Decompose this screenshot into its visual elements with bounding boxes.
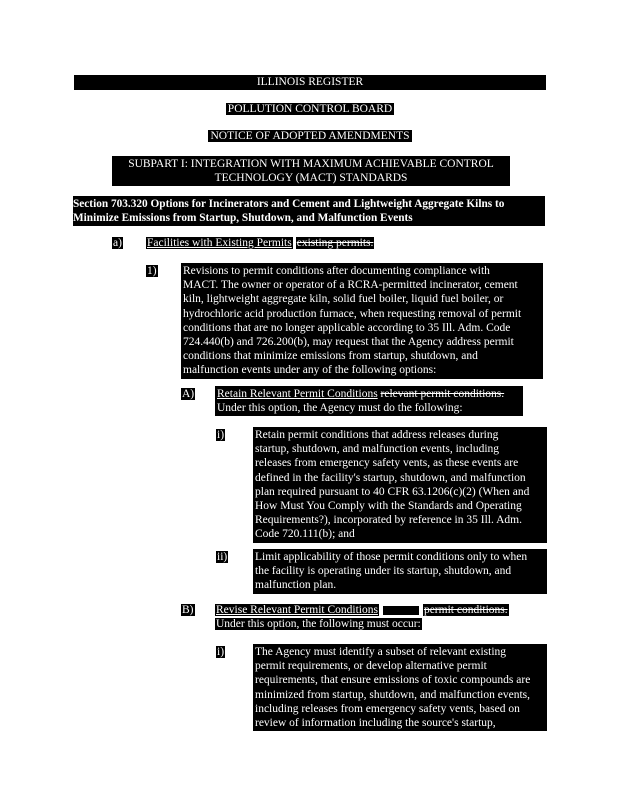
item-Aii-line: malfunction plan. [255,579,337,592]
item-A-paragraph [215,386,523,416]
item-A-struck: relevant permit conditions. [380,388,505,400]
item-1-line: conditions that minimize emissions from startup, shutdown, and [183,350,478,363]
item-1-line: kiln, lightweight aggregate kiln, solid fuel boiler, liquid fuel boiler, or [183,293,504,306]
item-A-label-wrap [181,387,195,401]
item-Ai-paragraph [253,427,547,543]
item-Bi-label: i) [217,646,225,658]
item-1-line: Revisions to permit conditions after documenting compliance with [183,265,490,277]
section-line-2: Minimize Emissions from Startup, Shutdown, and Malfunction Events [73,212,413,224]
notice-title: NOTICE OF ADOPTED AMENDMENTS [210,130,410,142]
item-Bi-line: including releases from emergency safety vents, based on [255,702,520,715]
item-A-line-2: Under this option, the Agency must do the following: [217,402,463,415]
item-Ai-line: releases from emergency safety vents, as these events are [255,457,519,470]
item-Ai-line: Requirements?), incorporated by reference in 35 Ill. Adm. [255,514,522,527]
section-heading [73,196,545,226]
item-Bi-line: The Agency must identify a subset of relevant existing [255,646,507,658]
item-A-line-1 [217,387,521,401]
item-Bi-label-wrap [216,645,225,659]
item-1-label: 1) [147,265,157,277]
subpart-heading [112,156,510,186]
item-a-text: Facilities with Existing Permits [147,237,292,249]
item-Bi-line: permit requirements, or develop alternative permit [255,660,487,673]
item-Ai-line: Retain permit conditions that address releases during [255,429,499,441]
item-1-line: hydrochloric acid production furnace, when requesting removal of permit [183,307,522,320]
item-a-label: a) [113,237,122,249]
item-B-row-2 [215,617,422,631]
item-1-label-wrap [146,264,158,278]
subpart-line-1: SUBPART I: INTEGRATION WITH MAXIMUM ACHIEVABLE CONTROL [128,158,494,170]
item-A-label: A) [182,388,195,400]
item-B-title: Revise Relevant Permit Conditions [216,604,378,616]
item-Aii-line: Limit applicability of those permit conditions only to when [255,551,528,563]
item-B-struck: permit conditions. [423,604,508,616]
register-title: ILLINOIS REGISTER [256,76,364,88]
item-1-line: MACT. The owner or operator of a RCRA-permitted incinerator, cement [183,279,518,292]
item-Bi-line: review of information including the source's startup, [255,717,496,730]
item-Ai-line: defined in the facility's startup, shutdown, and malfunction [255,471,526,484]
item-Aii-line: the facility is operating under its startup, shutdown, and [255,565,512,578]
item-Ai-label: i) [217,429,225,441]
item-B-redaction [383,606,419,615]
item-Ai-line: plan required pursuant to 40 CFR 63.1206(c)(2) (When and [255,485,530,498]
item-1-line: conditions that are no longer applicable according to 35 Ill. Adm. Code [183,321,511,334]
item-Aii-paragraph [253,549,547,594]
item-Ai-line: Code 720.111(b); and [255,528,355,541]
board-title: POLLUTION CONTROL BOARD [227,103,393,115]
section-line-1: Section 703.320 Options for Incinerators and Cement and Lightweight Aggregate Kilns to [73,198,505,210]
item-B-line-2: Under this option, the following must occur: [216,618,421,630]
item-A-title: Retain Relevant Permit Conditions [217,388,378,400]
item-1-paragraph [181,263,543,379]
item-Bi-line: requirements, that ensure emissions of toxic compounds are [255,674,531,687]
item-Aii-label-wrap [216,550,228,564]
item-B-row-1 [215,603,535,617]
item-a-row [146,236,374,250]
item-a-label-wrap [112,236,123,250]
item-Ai-label-wrap [216,428,225,442]
item-Ai-line: How Must You Comply with the Standards and Operating [255,500,522,513]
item-Ai-line: startup, shutdown, and malfunction events, including [255,443,500,456]
item-1-line: 724.440(b) and 726.200(b), may request that the Agency address permit [183,336,514,349]
item-Bi-paragraph [253,644,547,731]
item-1-line: malfunction events under any of the following options: [183,364,437,377]
item-B-label-wrap [181,603,195,617]
item-a-struck: existing permits. [296,237,374,249]
subpart-line-2: TECHNOLOGY (MACT) STANDARDS [214,172,408,184]
item-B-label: B) [182,604,194,616]
item-Aii-label: ii) [217,551,228,563]
item-Bi-line: minimized from startup, shutdown, and malfunction events, [255,688,530,701]
